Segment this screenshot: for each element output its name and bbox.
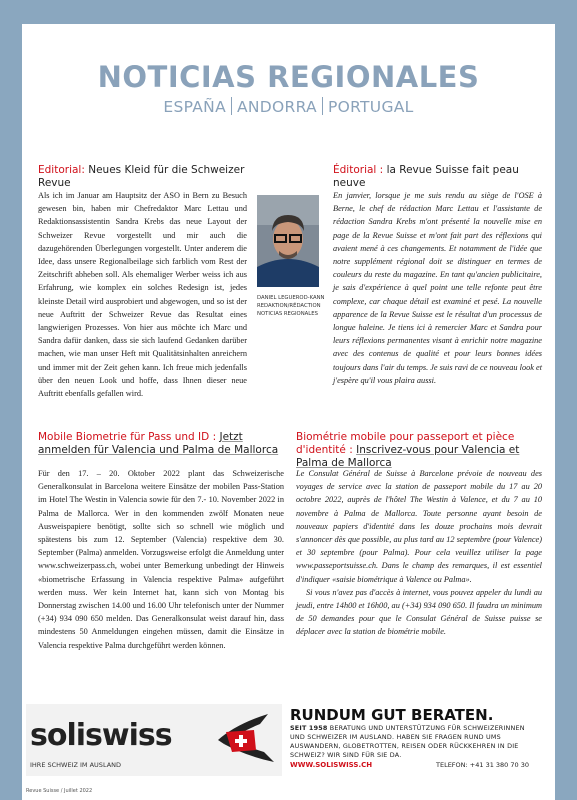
editorial-fr-title: la Revue Suisse fait peau neuve [333,164,519,189]
ad-phone: TELEFON: +41 31 380 70 30 [436,761,529,769]
author-photo [257,195,319,287]
page-footer: Revue Suisse / Juillet 2022 [26,788,93,794]
top-border [0,0,577,24]
left-border [0,0,22,800]
ad-body [290,724,530,760]
ad-since: SEIT 1958 [290,724,328,732]
ad-website-link[interactable]: WWW.SOLISWISS.CH [290,761,373,769]
right-border [555,0,577,800]
country-portugal: PORTUGAL [327,98,414,116]
editorial-fr-text: En janvier, lorsque je me suis rendu au siège de l'OSE à Berne, le chef de rédaction Marc Lettau et l'assistante de rédaction Sandra Krebs m'ont présenté la nouvelle mise en page de la Revue Suisse et m'ont fait part des réflexions qui avaient mené à ces changements. Et notamment de l'idée que notre supplément régional doit se distinguer en termes de couleurs du reste du magazine. En tant qu'ancien publicitaire, je sais d'expérience à quel point une telle refonte peut être complexe, car chaque détail est examiné et pesé. La nouvelle apparence de la Revue Suisse est le résultat d'un processus de longue haleine. Je tiens ici à remercier Marc et Sandra pour leurs réflexions permanentes visant à enrichir notre magazine avec des contenus de qualité et pour leurs bonnes idées toujours dans l'air du temps. Je suis ravi de ce nouveau look et j'espère qu'il vous plaira aussi. [333,191,542,385]
biometrics-de-body [38,467,284,652]
editorial-de-title: Neues Kleid für die Schweizer Revue [38,164,245,189]
biometrics-de-heading [38,431,288,457]
biometrics-de-label: Mobile Biometrie für Pass und ID : [38,431,217,443]
biometrics-fr-text-1: Le Consulat Général de Suisse à Barcelone prévoie de nouveau des voyages de service avec la station de passeport mobile du 17 au 20 octobre 2022, auprès de l'hôtel The Westin à Valence, et du 7 au 10 novembre à Palma de Mallorca. Toute personne ayant besoin de nouveaux papiers d'identité dans les douze prochains mois devrait s'annoncer dès que possible, au plus tard au 12 septembre (pour Valence) et 30 septembre (pour Palma). Pour cela veuillez utiliser la page www.passeportsuisse.ch. Dans le champ des remarques, il est essentiel d'indiquer «saisie biométrique à Valence ou Palma». [296,469,542,584]
photo-caption [257,294,327,318]
biometrics-fr-body [296,467,542,639]
biometrics-de-title: Jetzt anmelden für Valencia und Palma de Mallorca [38,431,279,456]
soliswiss-tagline: IHRE SCHWEIZ IM AUSLAND [30,761,122,769]
page-title: NOTICIAS REGIONALES [97,60,480,94]
soliswiss-logo: soliswiss [30,718,172,753]
editorial-fr-body [333,189,542,387]
page [22,24,555,800]
editorial-de-heading [38,164,268,190]
country-spain: ESPAÑA [163,98,226,116]
divider [322,97,323,115]
biometrics-fr-title: Inscrivez-vous pour Valencia et Palma de Mallorca [296,444,520,469]
divider [231,97,232,115]
biometrics-fr-heading [296,431,542,470]
biometrics-de-text: Für den 17. – 20. Oktober 2022 plant das Schweizerische Generalkonsulat in Barcelona weitere Einsätze der mobilen Pass-Station im Hotel The Westin in Valencia sowie für den 7.- 10. November 2022 in Palma de Mallorca. Wer in den kommenden zwölf Monaten neue Ausweispapiere benötigt, sollte sich so schnell wie möglich und spätestens bis zum 12. September (Valencia) respektive dem 30. September (Palma) anmelden. Vorzugsweise erfolgt die Anmeldung unter www.schweizerpass.ch, wobei unter Bemerkung unbedingt der Hinweis «biometrische Erfassung in Valencia respektive Palma» aufgeführt werden muss. Wer kein Internet hat, kann sich von Montag bis Donnerstag zwischen 14.00 und 16.00 Uhr telefonisch unter der Nummer (+34) 934 090 650 melden. Das Generalkonsulat weist darauf hin, dass mindestens 50 Anmeldungen eingehen müssen, damit die Einsätze in Valencia respektive Palma durchgeführt werden können. [38,469,284,650]
ad-text: BERATUNG UND UNTERSTÜTZUNG FÜR SCHWEIZERINNEN UND SCHWEIZER IM AUSLAND. HABEN SIE FRAGEN RUND UMS AUSWANDERN, GLOBETROTTEN, REISEN ODER RÜCKKEHREN IN DIE SCHWEIZ? WIR SIND FÜR SIE DA. [290,724,525,759]
biometrics-fr-text-2: Si vous n'avez pas d'accès à internet, vous pouvez appeler du lundi au jeudi, entre 14h00 et 16h00, au (+34) 934 090 650. Il faudra un minimum de 50 demandes pour que le Consulat Général de Suisse puisse se déplacer avec la station de biométrie mobile. [296,587,542,637]
ad-title: RUNDUM GUT BERATEN. [290,706,494,724]
editorial-fr-heading [333,164,543,190]
editorial-de-label: Editorial: [38,164,85,176]
swiss-knife-icon [216,710,276,766]
country-andorra: ANDORRA [236,98,317,116]
biometrics-fr-label: Biométrie mobile pour passeport et pièce d'identité : [296,431,515,456]
editorial-de-body [38,189,247,400]
editorial-fr-label: Éditorial : [333,164,384,176]
caption-text: DANIEL LEGUEROD-KANN REDAKTION/RÉDACTION NOTICIAS REGIONALES [257,295,325,317]
soliswiss-ad[interactable] [26,704,532,784]
country-list [22,97,555,116]
editorial-de-text: Als ich im Januar am Hauptsitz der ASO in Bern zu Besuch gewesen bin, haben mir Chefredaktor Marc Lettau und Redaktionsassistentin Sandra Krebs das neue Layout der Schweizer Revue vorgestellt und mir auch die dazugehörenden Überlegungen vorgestellt. Unter anderem die Idee, dass unsere Regionalbeilage sich farblich vom Rest der Zeitschrift abheben soll. Als ehemaliger Werber weiss ich aus Erfahrung, wie komplex ein solches Redesign ist, jedes kleinste Detail wird ausprobiert und abgewogen, und so ist der neue Auftritt der Schweizer Revue das Resultat eines langwierigen Prozesses. Von hier aus möchte ich Marc und Sandra dafür danken, dass sie sich laufend Gedanken darüber machen, wie man unser Heft mit Qualitätsinhalten anreichern und immer mit der Zeit gehen kann. Ich freue mich jedenfalls über den neuen Look und hoffe, dass Ihnen dieser neue Auftritt ebenfalls gefallen wird. [38,191,247,399]
soliswiss-logo-box [26,704,282,776]
